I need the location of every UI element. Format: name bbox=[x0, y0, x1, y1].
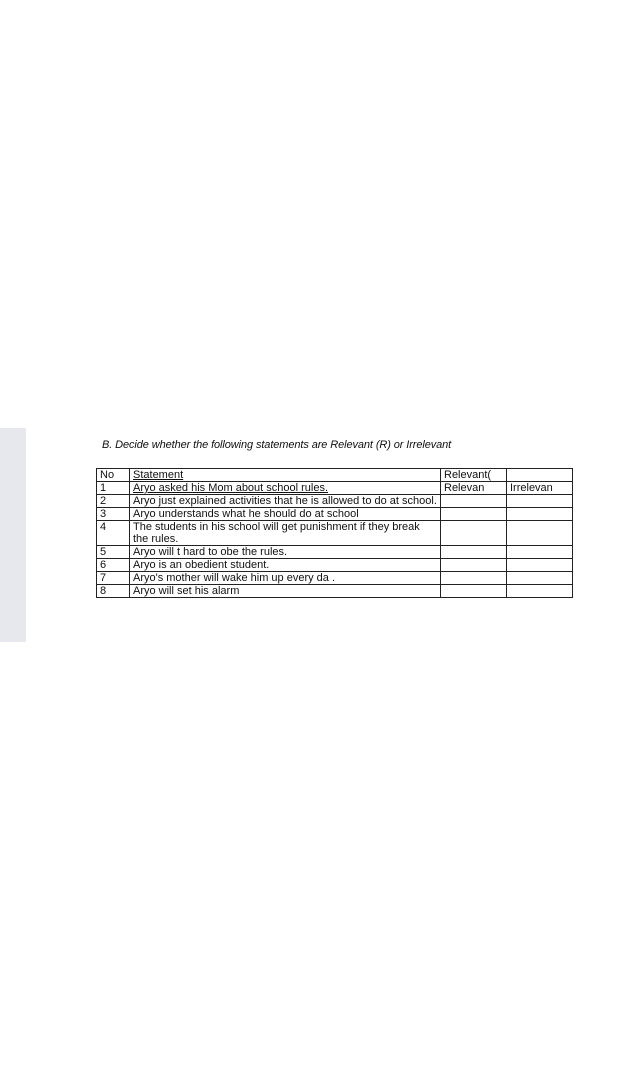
instruction-text: B. Decide whether the following statements are Relevant (R) or Irrelevant bbox=[102, 439, 452, 451]
row-statement: The students in his school will get punishment if they break the rules. bbox=[130, 521, 441, 546]
answer-irrelevant-cell[interactable] bbox=[507, 495, 573, 508]
row-statement: Aryo's mother will wake him up every da . bbox=[130, 572, 441, 585]
answer-relevant-cell[interactable] bbox=[441, 508, 507, 521]
header-statement: Statement bbox=[130, 469, 441, 482]
row-no: 1 bbox=[97, 482, 130, 495]
header-relevant: Relevan bbox=[441, 482, 507, 495]
answer-irrelevant-cell[interactable] bbox=[507, 521, 573, 546]
table-row bbox=[97, 508, 573, 521]
answer-relevant-cell[interactable] bbox=[441, 572, 507, 585]
answer-irrelevant-cell[interactable] bbox=[507, 508, 573, 521]
answer-irrelevant-cell[interactable] bbox=[507, 572, 573, 585]
table-row bbox=[97, 546, 573, 559]
row-no: 3 bbox=[97, 508, 130, 521]
row-no: 7 bbox=[97, 572, 130, 585]
row-statement: Aryo will t hard to obe the rules. bbox=[130, 546, 441, 559]
row-statement: Aryo understands what he should do at school bbox=[130, 508, 441, 521]
row-statement: Aryo asked his Mom about school rules. bbox=[130, 482, 441, 495]
table-row bbox=[97, 482, 573, 495]
header-irrelevant-top bbox=[507, 469, 573, 482]
table-row bbox=[97, 521, 573, 546]
table-row bbox=[97, 585, 573, 598]
answer-relevant-cell[interactable] bbox=[441, 495, 507, 508]
answer-irrelevant-cell[interactable] bbox=[507, 559, 573, 572]
answer-relevant-cell[interactable] bbox=[441, 546, 507, 559]
row-no: 4 bbox=[97, 521, 130, 546]
row-no: 8 bbox=[97, 585, 130, 598]
answer-relevant-cell[interactable] bbox=[441, 521, 507, 546]
table-row bbox=[97, 559, 573, 572]
row-statement: Aryo will set his alarm bbox=[130, 585, 441, 598]
header-relevant-top: Relevant( bbox=[441, 469, 507, 482]
left-side-strip bbox=[0, 428, 26, 642]
row-statement: Aryo is an obedient student. bbox=[130, 559, 441, 572]
answer-irrelevant-cell[interactable] bbox=[507, 585, 573, 598]
row-no: 2 bbox=[97, 495, 130, 508]
answer-relevant-cell[interactable] bbox=[441, 559, 507, 572]
table-row bbox=[97, 572, 573, 585]
answer-irrelevant-cell[interactable] bbox=[507, 546, 573, 559]
header-irrelevant: Irrelevan bbox=[507, 482, 573, 495]
row-no: 5 bbox=[97, 546, 130, 559]
statements-table bbox=[96, 468, 573, 598]
table-row bbox=[97, 495, 573, 508]
answer-relevant-cell[interactable] bbox=[441, 585, 507, 598]
header-no: No bbox=[97, 469, 130, 482]
row-no: 6 bbox=[97, 559, 130, 572]
row-statement: Aryo just explained activities that he is allowed to do at school. bbox=[130, 495, 441, 508]
table-row bbox=[97, 469, 573, 482]
